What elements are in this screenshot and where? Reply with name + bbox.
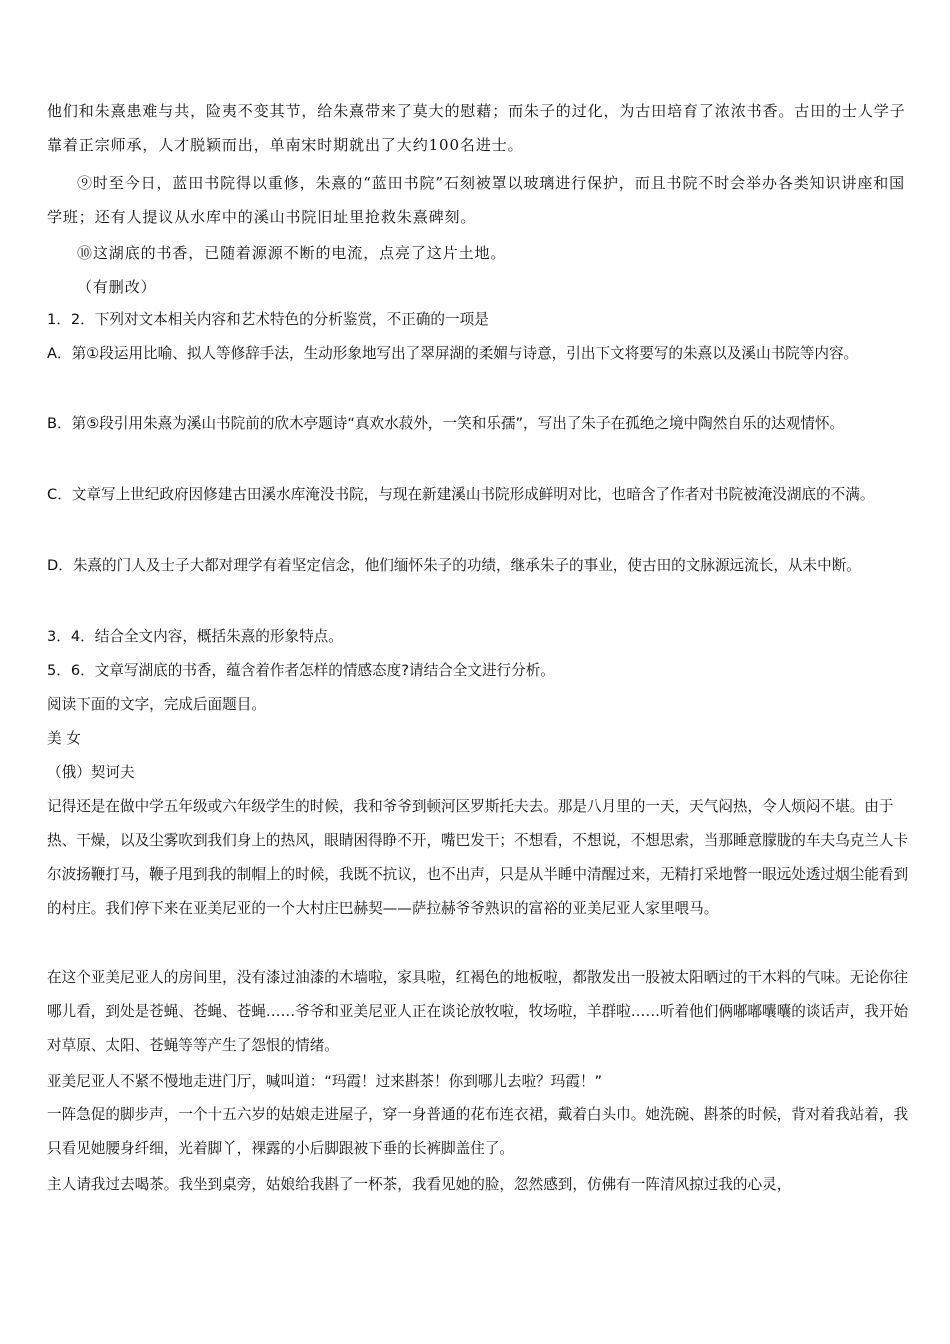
question-1-option-a: A．第①段运用比喻、拟人等修辞手法，生动形象地写出了翠屏湖的柔媚与诗意，引出下文将要写的朱熹以及溪山书院等内容。 (47, 345, 859, 362)
story-title: 美 女 (47, 730, 81, 747)
story-paragraph-2: 在这个亚美尼亚人的房间里，没有漆过油漆的木墙啦，家具啦，红褐色的地板啦，都散发出一股被太阳晒过的干木料的气味。无论你往哪儿看，到处是苍蝇、苍蝇、苍蝇……爷爷和亚美尼亚人正在谈论放牧啦，牧场啦，羊群啦……听着他们俩嘟嘟囔囔的谈话声，我开始对草原、太阳、苍蝇等等产生了怨恨的情绪。 (47, 969, 909, 1054)
essay-source-note: （有删改） (77, 278, 157, 296)
essay-paragraph-9: ⑨时至今日，蓝田书院得以重修，朱熹的“蓝田书院”石刻被罩以玻璃进行保护，而且书院不时会举办各类知识讲座和国学班；还有人提议从水库中的溪山书院旧址里抢救朱熹碑刻。 (47, 174, 906, 226)
question-2: 3．4．结合全文内容，概括朱熹的形象特点。 (47, 628, 343, 645)
essay-paragraph-continued: 他们和朱熹患难与共，险夷不变其节，给朱熹带来了莫大的慰藉；而朱子的过化，为古田培育了浓浓书香。古田的士人学子靠着正宗师承，人才脱颖而出，单南宋时期就出了大约100名进士。 (47, 102, 906, 154)
question-3: 5．6．文章写湖底的书香，蕴含着作者怎样的情感态度?请结合全文进行分析。 (47, 662, 555, 679)
story-paragraph-4: 一阵急促的脚步声，一个十五六岁的姑娘走进屋子，穿一身普通的花布连衣裙，戴着白头巾。她洗碗、斟茶的时候，背对着我站着，我只看见她腰身纤细，光着脚丫，裸露的小后脚跟被下垂的长裤脚盖住了。 (47, 1106, 909, 1157)
question-1-option-b: B．第⑤段引用朱熹为溪山书院前的欣木亭题诗“真欢水菽外，一笑和乐孺”，写出了朱子在孤绝之境中陶然自乐的达观情怀。 (47, 415, 845, 432)
question-1-option-c: C．文章写上世纪政府因修建古田溪水库淹没书院，与现在新建溪山书院形成鲜明对比，也暗含了作者对书院被淹没湖底的不满。 (47, 486, 875, 503)
reading-instruction: 阅读下面的文字，完成后面题目。 (47, 696, 266, 713)
story-paragraph-1: 记得还是在做中学五年级或六年级学生的时候，我和爷爷到顿河区罗斯托夫去。那是八月里的一天，天气闷热，令人烦闷不堪。由于热、干燥，以及尘雾吹到我们身上的热风，眼睛困得睁不开，嘴巴发干；不想看，不想说，不想思索，当那睡意朦胧的车夫乌克兰人卡尔波扬鞭打马，鞭子甩到我的制帽上的时候，我既不抗议，也不出声，只是从半睡中清醒过来，无精打采地瞥一眼远处透过烟尘能看到的村庄。我们停下来在亚美尼亚的一个大村庄巴赫契——萨拉赫爷爷熟识的富裕的亚美尼亚人家里喂马。 (47, 798, 909, 917)
question-1-stem: 1．2．下列对文本相关内容和艺术特色的分析鉴赏，不正确的一项是 (47, 311, 489, 328)
story-paragraph-5: 主人请我过去喝茶。我坐到桌旁，姑娘给我斟了一杯茶，我看见她的脸，忽然感到，仿佛有一阵清风掠过我的心灵， (47, 1176, 792, 1193)
story-paragraph-3: 亚美尼亚人不紧不慢地走进门厅，喊叫道：“玛霞！过来斟茶！你到哪儿去啦？玛霞！” (47, 1073, 603, 1090)
essay-paragraph-10: ⑩这湖底的书香，已随着源源不断的电流，点亮了这片土地。 (77, 244, 507, 262)
question-1-option-d: D．朱熹的门人及士子大都对理学有着坚定信念，他们缅怀朱子的功绩，继承朱子的事业，使古田的文脉源远流长，从未中断。 (47, 557, 861, 574)
story-author: （俄）契诃夫 (47, 764, 135, 781)
